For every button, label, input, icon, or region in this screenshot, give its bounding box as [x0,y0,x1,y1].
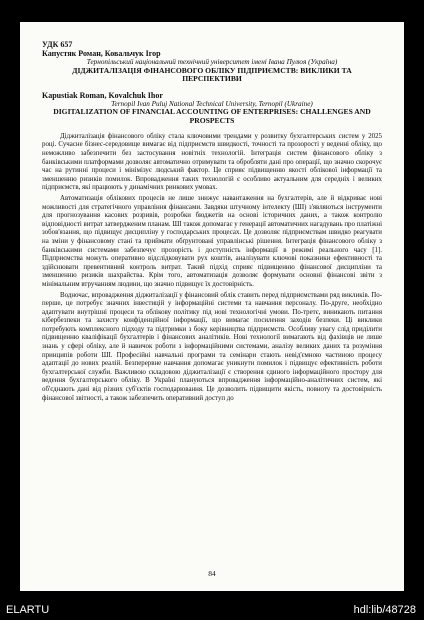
repository-label: ELARTU [6,604,50,616]
handle-link[interactable]: hdl:lib/48728 [353,604,416,616]
affiliation-ua: Тернопільський національний технічний університет імені Івана Пулюя (Україна) [86,58,338,66]
udk-code: УДК 657 [42,40,73,49]
title-en: DIGITALIZATION OF FINANCIAL ACCOUNTING OF ENTERPRISES: CHALLENGES AND PROSPECTS [53,107,371,126]
body-paragraph: Автоматизація облікових процесів не лише знижує навантаження на бухгалтерів, але й відкриває нові можливості для стратегічного управління фінансами. Завдяки штучному інтелекту (ШІ) з'являються інструменти для прогнозування касових розривів, розробки бюджетів на основі історичних даних, а також контролю відповідності витрат затвердженим планам. ШІ також допомагає у генерації автоматичних нагадувань про платіжні зобов'язання, що підвищує дисципліну у господарських процесах. Це дозволяє підприємствам швидко реагувати на зміни у фінансовому стані та приймати обґрунтовані управлінські рішення. Інтеграція фінансового обліку з банківськими системами забезпечує прозорість і доступність інформації в режимі реального часу [1]. Підприємства можуть оперативно відслідковувати рух коштів, аналізувати ключові показники ефективності та здійснювати превентивний контроль витрат. Такий підхід сприяє підвищенню фінансової дисципліни та зменшенню ризиків шахрайства. Крім того, автоматизація дозволяє формувати основні фінансові звіти з мінімальним втручанням людини, що значно підвищує їх достовірність. [42,194,382,288]
scan-border-right [404,0,424,620]
authors-ua: Капустяк Роман, Ковальчук Ігор [42,49,161,58]
authors-en: Kapustiak Roman, Kovalchuk Ihor [42,90,163,100]
body-paragraph: Діджиталізація фінансового обліку стала ключовими трендами у розвитку бухгалтерських систем у 2025 році. Сучасне бізнес-середовище вимагає від підприємств швидкості, точності та прозорості у веденні обліку, що неможливо забезпечити без застосування новітніх технологій. Інтеграція систем фінансового обліку з банківськими платформами дозволяє автоматично отримувати та обробляти дані про операції, що значно скорочує час на рутинні процеси і мінімізує людський фактор. Це сприяє підвищенню якості облікової інформації та зменшенню ризиків помилок. Впровадження таких технологій є особливо актуальним для середніх і великих підприємств, які працюють у динамічних ринкових умовах. [42,132,382,192]
viewer-footer [0,598,424,620]
affiliation-en: Ternopil Ivan Puluj National Technical University, Ternopil (Ukraine) [111,99,313,108]
scan-border-top [0,0,424,22]
body-paragraph: Водночас, впровадження діджиталізації у фінансовий облік ставить перед підприємствами ряд викликів. По-перше, це потребує значних інвестицій у інформаційні системи та навчання персоналу. По-друге, необхідно адаптувати внутрішні процеси та облікову політику під нові технологічні умови. По-третє, виникають питання кібербезпеки та захисту конфіденційної інформації, що вимагає посилення заходів безпеки. Ці виклики потребують комплексного підходу та підтримки з боку керівництва підприємств. Особливу увагу слід приділити підвищенню кваліфікації бухгалтерів і фінансових аналітиків. Нові технології вимагають від фахівців не лише знань у сфері обліку, але й навичок роботи з інформаційними системами, аналізу великих даних та розуміння принципів роботи ШІ. Професійні навчальні програми та семінари стають невід'ємною частиною процесу адаптації до нових реалій. Безперервне навчання допомагає уникнути помилок і підвищує ефективність роботи бухгалтерської служби. Важливою складовою діджиталізації є створення єдиного інформаційного простору для ведення бухгалтерського обліку. В Україні плануються впровадження інформаційно-аналітичних систем, які об'єднають дані від різних суб'єктів господарювання. Це дозволить підвищити якість, повноту та достовірність фінансової звітності, а також забезпечить оперативний доступ до [42,291,382,402]
title-ua: ДІДЖИТАЛІЗАЦІЯ ФІНАНСОВОГО ОБЛІКУ ПІДПРИЄМСТВ: ВИКЛИКИ ТА ПЕРСПЕКТИВИ [72,65,352,84]
scan-border-left [0,0,20,620]
page-content [42,40,382,403]
page-number: 84 [208,569,216,578]
document-page [20,22,404,591]
